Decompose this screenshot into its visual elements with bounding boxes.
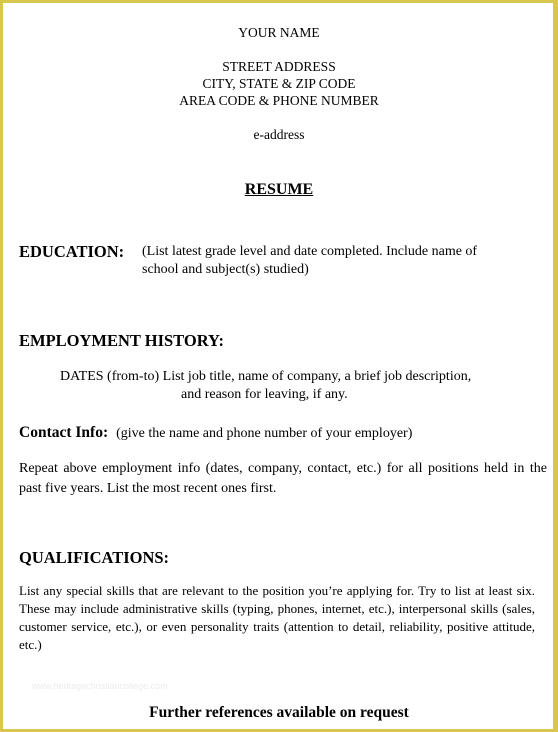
education-heading: EDUCATION: bbox=[19, 242, 125, 261]
qualifications-paragraph: List any special skills that are relevant to the position you’re applying for. Try to list at least six. These may include administrative skills (typing, phones, internet, etc.), interpersonal skills (sales, customer service, etc.), or even personality traits (attention to detail, reliability, positive attitude, etc.) bbox=[19, 583, 535, 652]
contact-line bbox=[19, 424, 412, 442]
education-line-1: (List latest grade level and date completed. Include name of bbox=[142, 244, 478, 259]
references-footer: Further references available on request bbox=[149, 704, 409, 721]
phone-number: AREA CODE & PHONE NUMBER bbox=[179, 93, 379, 108]
employment-line-1: DATES (from-to) List job title, name of company, a brief job description, bbox=[60, 369, 472, 384]
city-state-zip: CITY, STATE & ZIP CODE bbox=[202, 76, 356, 91]
qualifications-heading: QUALIFICATIONS: bbox=[19, 548, 170, 567]
watermark: www.heritagechristiancollege.com bbox=[32, 681, 168, 691]
contact-heading: Contact Info: bbox=[19, 424, 109, 441]
your-name: YOUR NAME bbox=[238, 25, 320, 40]
resume-title: RESUME bbox=[244, 181, 314, 198]
education-line-2: school and subject(s) studied) bbox=[142, 262, 309, 277]
street-address: STREET ADDRESS bbox=[222, 59, 336, 74]
repeat-paragraph: Repeat above employment info (dates, company, contact, etc.) for all positions held in the past five years. List the most recent ones first. bbox=[19, 461, 547, 496]
email-address: e-address bbox=[253, 127, 305, 142]
employment-heading: EMPLOYMENT HISTORY: bbox=[19, 331, 224, 350]
contact-text: (give the name and phone number of your employer) bbox=[116, 426, 413, 441]
employment-line-2: and reason for leaving, if any. bbox=[181, 387, 348, 402]
